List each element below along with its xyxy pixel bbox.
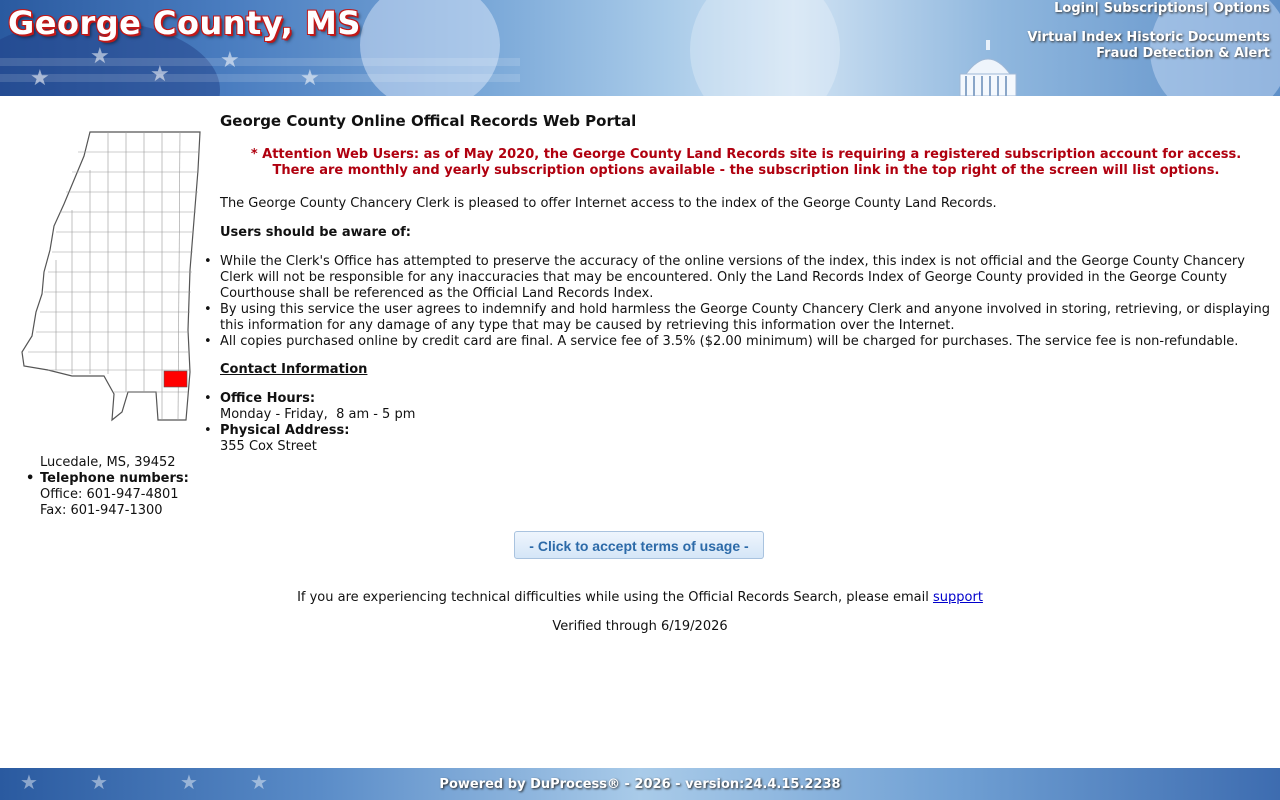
address-label: • Physical Address: (220, 423, 350, 438)
accept-terms-button[interactable]: - Click to accept terms of usage - (514, 531, 764, 559)
star-icon: ★ (90, 44, 110, 69)
star-icon: ★ (250, 770, 268, 794)
city-line: Lucedale, MS, 39452 (40, 455, 176, 470)
attention-notice (220, 147, 1272, 179)
list-item: • All copies purchased online by credit card are final. A service fee of 3.5% ($2.00 minimum) will be charged for purchases. The service fee is non-refundable. (220, 334, 1272, 350)
star-icon: ★ (180, 770, 198, 794)
footer-banner (0, 768, 1280, 800)
address-value: 355 Cox Street (220, 439, 317, 454)
mississippi-county-map (18, 130, 202, 422)
contact-list (220, 391, 1272, 455)
fraud-detection-link[interactable]: Fraud Detection & Alert (1096, 46, 1270, 61)
office-hours-item (220, 391, 1272, 423)
capitol-dome-icon (950, 40, 1026, 96)
star-icon: ★ (220, 48, 240, 73)
star-icon: ★ (90, 770, 108, 794)
banner-stripe (0, 58, 520, 66)
list-item: • While the Clerk's Office has attempted to preserve the accuracy of the online versions of the index, this index is not official and the George County Chancery Clerk will not be responsible for any inaccuracies that may be encountered. Only the Land Records Index of George County provided in the George County Courthouse shall be referenced as the Official Land Records Index. (220, 254, 1272, 302)
attention-line: There are monthly and yearly subscription options available - the subscription link in the top right of the screen will list options. (272, 163, 1220, 178)
virtual-index-link[interactable]: Virtual Index Historic Documents (1027, 30, 1270, 45)
options-link[interactable]: Options (1213, 1, 1270, 16)
banner-stripe (0, 74, 520, 82)
page-title: George County Online Offical Records Web Portal (220, 112, 637, 130)
contact-heading: Contact Information (220, 362, 368, 377)
header-banner (0, 0, 1280, 96)
attention-line: * Attention Web Users: as of May 2020, the George County Land Records site is requiring a registered subscription account for access. (250, 147, 1242, 162)
office-hours-label: • Office Hours: (220, 391, 316, 406)
tech-support-text: If you are experiencing technical difficulties while using the Official Records Search, please email (297, 590, 929, 605)
aware-list (220, 254, 1272, 350)
link-separator: | (1203, 1, 1209, 16)
fax-number: Fax: 601-947-1300 (40, 503, 163, 518)
site-title: George County, MS (8, 4, 361, 42)
george-county-highlight (164, 371, 187, 387)
link-separator: | (1094, 1, 1100, 16)
verified-through: Verified through 6/19/2026 (552, 619, 728, 634)
star-icon: ★ (20, 770, 38, 794)
star-icon: ★ (150, 62, 170, 87)
list-item: • By using this service the user agrees to indemnify and hold harmless the George County Chancery Clerk and anyone involved in storing, retrieving, or displaying this information for any damage of any type that may be caused by retrieving this information over the Internet. (220, 302, 1272, 334)
subscriptions-link[interactable]: Subscriptions (1103, 1, 1204, 16)
intro-text: The George County Chancery Clerk is pleased to offer Internet access to the index of the George County Land Records. (220, 196, 997, 211)
address-item (220, 423, 1272, 455)
top-links (1027, 1, 1270, 61)
login-link[interactable]: Login (1054, 1, 1095, 16)
office-hours-value: Monday - Friday, 8 am - 5 pm (220, 407, 416, 422)
support-link[interactable]: support (933, 590, 983, 605)
office-phone: Office: 601-947-4801 (40, 487, 179, 502)
telephone-label: • Telephone numbers: (40, 471, 189, 487)
footer-text: Powered by DuProcess® - 2026 - version:24.4.15.2238 (439, 777, 841, 792)
tech-support-line (0, 590, 1280, 606)
left-contact-info (40, 455, 189, 519)
star-icon: ★ (300, 66, 320, 91)
aware-heading: Users should be aware of: (220, 225, 411, 240)
main-content (220, 111, 1272, 455)
star-icon: ★ (30, 66, 50, 91)
banner-decoration (690, 0, 840, 96)
